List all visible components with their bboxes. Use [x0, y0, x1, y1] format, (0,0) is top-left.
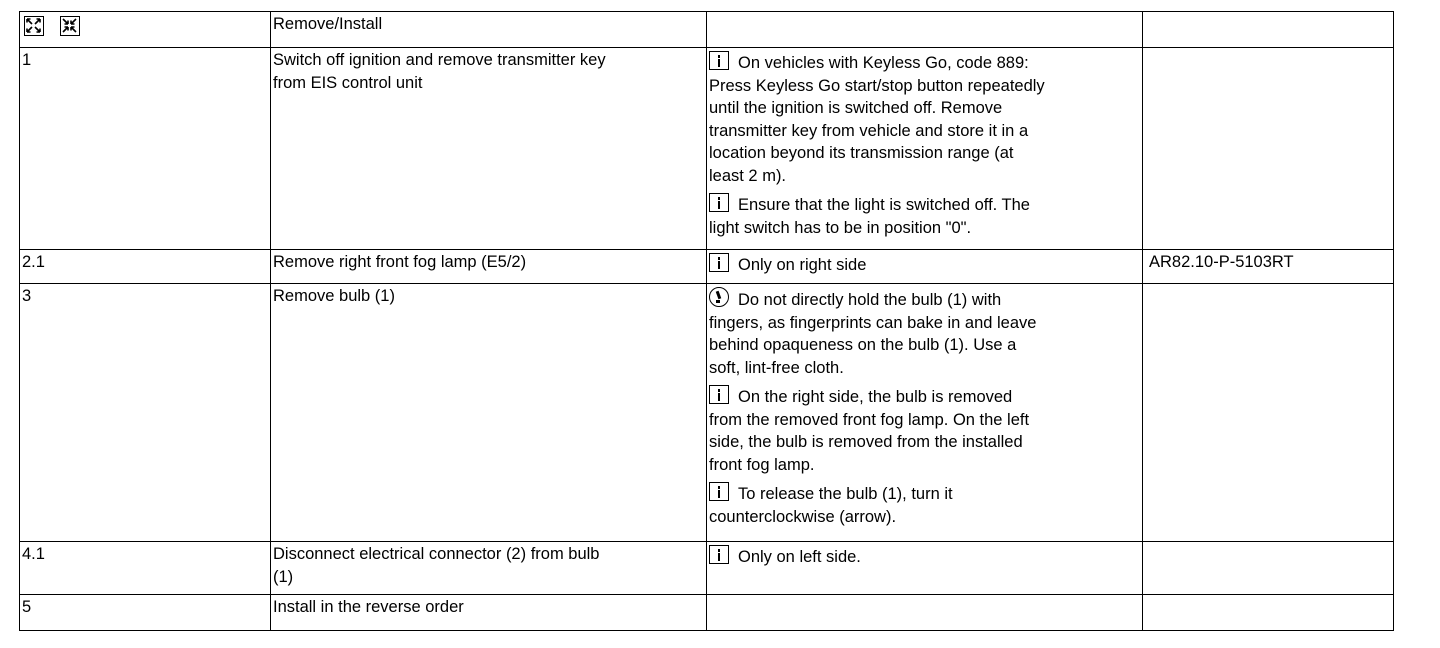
note-head: Do not directly hold the bulb (1) with	[738, 291, 1002, 309]
note-line: transmitter key from vehicle and store it in a	[709, 121, 1029, 140]
note-head: On the right side, the bulb is removed	[738, 388, 1013, 406]
note-line: behind opaqueness on the bulb (1). Use a	[709, 336, 1017, 354]
header-title-cell	[271, 12, 707, 48]
action-text	[273, 542, 706, 588]
step-number: 1	[22, 51, 32, 69]
table-row	[20, 542, 1394, 595]
step-number-cell	[20, 48, 271, 250]
step-number-cell	[20, 595, 271, 631]
caution-icon	[709, 287, 729, 307]
note-line: Press Keyless Go start/stop button repeatedly	[709, 76, 1045, 95]
ref-cell	[1143, 542, 1394, 595]
document-reference[interactable]	[1145, 542, 1393, 543]
note	[709, 250, 1142, 277]
info-icon	[709, 482, 729, 501]
action-line: (1)	[273, 567, 294, 586]
action-cell	[271, 250, 707, 284]
table-row	[20, 284, 1394, 542]
action-text: Install in the reverse order	[273, 598, 464, 616]
info-icon	[709, 545, 729, 564]
note-line: until the ignition is switched off. Remove	[709, 99, 1003, 117]
step-number: 5	[22, 598, 32, 616]
ref-cell	[1143, 284, 1394, 542]
note-line: front fog lamp.	[709, 455, 815, 474]
collapse-arrows-icon[interactable]	[60, 16, 80, 36]
ref-cell	[1143, 250, 1394, 284]
note	[709, 482, 1142, 528]
action-cell	[271, 48, 707, 250]
step-number-cell	[20, 542, 271, 595]
action-text: Remove right front fog lamp (E5/2)	[273, 253, 527, 271]
header-title: Remove/Install	[273, 15, 383, 33]
action-text: Remove bulb (1)	[273, 287, 395, 305]
action-text	[273, 48, 706, 94]
document-reference[interactable]	[1145, 48, 1393, 49]
note-line: side, the bulb is removed from the installed	[709, 433, 1023, 451]
caution-note	[709, 284, 1142, 379]
step-number-cell	[20, 250, 271, 284]
action-cell	[271, 595, 707, 631]
notes-cell	[707, 250, 1143, 284]
note-line: counterclockwise (arrow).	[709, 507, 897, 526]
action-line: Disconnect electrical connector (2) from bulb	[273, 545, 600, 563]
note-line: least 2 m).	[709, 166, 787, 185]
table-row	[20, 250, 1394, 284]
step-number-cell	[20, 284, 271, 542]
note	[709, 48, 1142, 187]
note-head: On vehicles with Keyless Go, code 889:	[738, 54, 1029, 72]
note-head: Only on right side	[738, 256, 867, 274]
step-number: 4.1	[22, 545, 45, 563]
step-number: 2.1	[22, 253, 45, 271]
notes-cell	[707, 542, 1143, 595]
expand-arrows-icon[interactable]	[24, 16, 44, 36]
header-icons-cell	[20, 12, 271, 48]
note	[709, 542, 1142, 569]
document-reference[interactable]	[1145, 595, 1393, 596]
note-line: soft, lint-free cloth.	[709, 358, 844, 377]
step-number: 3	[22, 287, 32, 305]
table-row	[20, 595, 1394, 631]
action-cell	[271, 284, 707, 542]
note-head: Only on left side.	[738, 548, 861, 566]
info-icon	[709, 51, 729, 70]
note-line: light switch has to be in position "0".	[709, 218, 972, 237]
note-line: fingers, as fingerprints can bake in and leave	[709, 313, 1037, 332]
action-line: from EIS control unit	[273, 73, 423, 92]
action-line: Switch off ignition and remove transmitter key	[273, 51, 606, 69]
document-reference[interactable]	[1145, 284, 1393, 285]
info-icon	[709, 253, 729, 272]
document-reference-link[interactable]: AR82.10-P-5103RT	[1149, 253, 1294, 271]
notes-cell	[707, 48, 1143, 250]
header-notes-cell	[707, 12, 1143, 48]
table-row	[20, 48, 1394, 250]
ref-cell	[1143, 595, 1394, 631]
procedure-table	[19, 11, 1394, 631]
note-line: location beyond its transmission range (at	[709, 144, 1014, 162]
ref-cell	[1143, 48, 1394, 250]
note	[709, 193, 1142, 239]
notes-cell	[707, 284, 1143, 542]
info-icon	[709, 193, 729, 212]
note	[709, 385, 1142, 476]
note-head: To release the bulb (1), turn it	[738, 485, 953, 503]
action-cell	[271, 542, 707, 595]
notes-cell	[707, 595, 1143, 631]
table-header-row	[20, 12, 1394, 48]
note-head: Ensure that the light is switched off. The	[738, 196, 1030, 214]
info-icon	[709, 385, 729, 404]
header-ref-cell	[1143, 12, 1394, 48]
note-line: from the removed front fog lamp. On the left	[709, 410, 1030, 429]
